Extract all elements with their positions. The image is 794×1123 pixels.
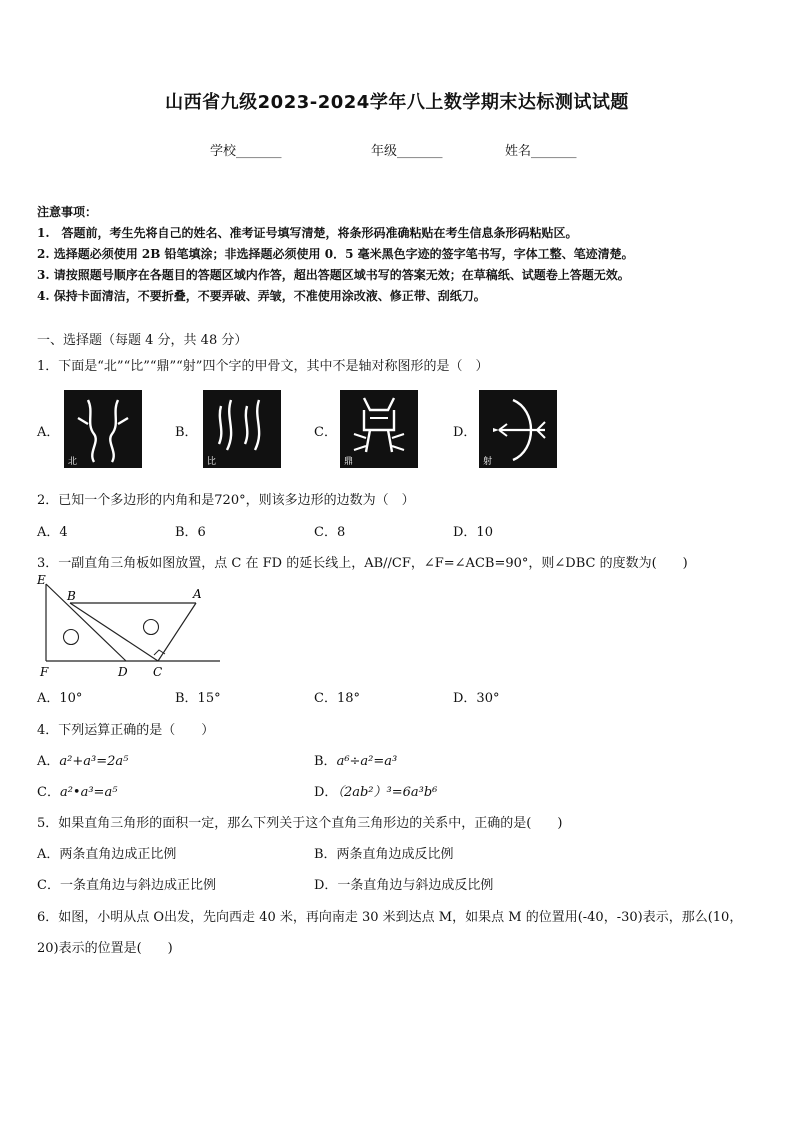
q2-option-b: B．6	[175, 525, 206, 540]
oracle-bei-image	[64, 390, 142, 468]
q3-option-b: B．15°	[175, 691, 221, 706]
question-6-stem-line2: 20)表示的位置是( )	[37, 941, 173, 956]
q5-option-c: C．一条直角边与斜边成正比例	[37, 878, 216, 893]
q2-option-d: D．10	[453, 525, 493, 540]
name-field: 姓名_______	[505, 144, 577, 159]
grade-field: 年级_______	[371, 144, 443, 159]
oracle-char-label: 比	[207, 457, 217, 467]
q2-option-a: A．4	[37, 525, 68, 540]
question-3-stem: 3．一副直角三角板如图放置，点 C 在 FD 的延长线上，AB//CF，∠F=∠ACB=90°，则∠DBC 的度数为( )	[37, 556, 688, 571]
oracle-ding-image	[340, 390, 418, 468]
oracle-she-image	[479, 390, 557, 468]
school-field: 学校_______	[210, 144, 282, 159]
notes-heading: 注意事项：	[37, 205, 98, 219]
triangle-figure	[30, 570, 230, 682]
q5-option-d: D．一条直角边与斜边成反比例	[314, 878, 494, 893]
note-item: 2. 选择题必须使用 2B 铅笔填涂；非选择题必须使用 0．5 毫米黑色字迹的签字笔书写，字体工整、笔迹清楚。	[37, 247, 634, 261]
section-heading: 一、选择题（每题 4 分，共 48 分）	[37, 333, 248, 348]
q1-option-d-label: D．	[453, 425, 477, 440]
question-6-stem-line1: 6．如图，小明从点 O出发，先向西走 40 米，再向南走 30 米到达点 M，如果点 M 的位置用(-40，-30)表示，那么(10，	[37, 910, 743, 925]
note-item: 4. 保持卡面清洁，不要折叠，不要弄破、弄皱，不准使用涂改液、修正带、刮纸刀。	[37, 289, 486, 303]
q3-option-c: C．18°	[314, 691, 360, 706]
question-1-stem: 1．下面是“北”“比”“鼎”“射”四个字的甲骨文，其中不是轴对称图形的是（ ）	[37, 359, 489, 374]
point-label-e: E	[37, 573, 46, 587]
q4-option-c: C．a²•a³=a⁵	[37, 785, 118, 800]
page-title: 山西省九级2023-2024学年八上数学期末达标测试试题	[165, 92, 629, 113]
question-4-stem: 4．下列运算正确的是（ ）	[37, 723, 215, 738]
q5-option-b: B．两条直角边成反比例	[314, 847, 454, 862]
q4-option-d: D．（2ab²）³=6a³b⁶	[314, 785, 438, 800]
point-label-d: D	[118, 665, 128, 679]
q2-option-c: C．8	[314, 525, 346, 540]
oracle-char-label: 北	[68, 457, 78, 467]
q1-option-c-label: C．	[314, 425, 337, 440]
q3-option-a: A．10°	[37, 691, 83, 706]
point-label-f: F	[40, 665, 49, 679]
point-label-a: A	[193, 587, 202, 601]
q3-option-d: D．30°	[453, 691, 500, 706]
point-label-b: B	[67, 589, 76, 603]
q4-option-a: A．a²+a³=2a⁵	[37, 754, 129, 769]
point-label-c: C	[153, 665, 163, 679]
question-5-stem: 5．如果直角三角形的面积一定，那么下列关于这个直角三角形边的关系中，正确的是( )	[37, 816, 563, 831]
q1-option-b-label: B．	[175, 425, 198, 440]
question-2-stem: 2．已知一个多边形的内角和是720°，则该多边形的边数为（ ）	[37, 493, 415, 508]
oracle-bi-image	[203, 390, 281, 468]
oracle-char-label: 鼎	[344, 457, 354, 467]
q4-option-b: B．a⁶÷a²=a³	[314, 754, 398, 769]
q5-option-a: A．两条直角边成正比例	[37, 847, 177, 862]
oracle-char-label: 射	[483, 457, 493, 467]
note-item: 1. 答题前，考生先将自己的姓名、准考证号填写清楚，将条形码准确粘贴在考生信息条形码粘贴区。	[37, 226, 578, 240]
note-item: 3. 请按照题号顺序在各题目的答题区域内作答，超出答题区域书写的答案无效；在草稿纸、试题卷上答题无效。	[37, 268, 630, 282]
q1-option-a-label: A．	[37, 425, 60, 440]
